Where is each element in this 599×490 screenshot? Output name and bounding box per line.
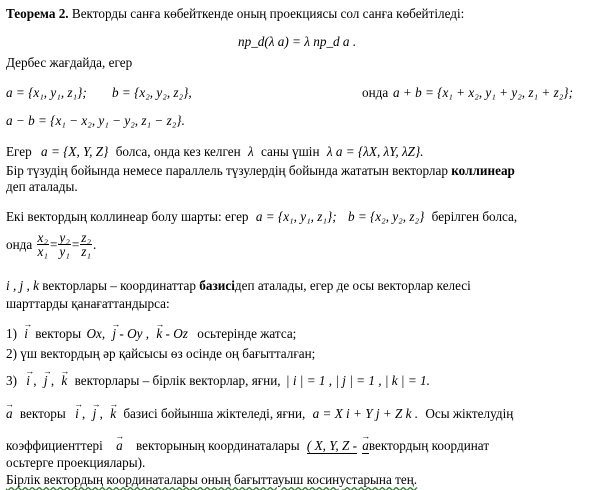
decomp-p4: Осы жіктелудің [425,406,514,421]
last-line [6,472,417,487]
basis-i: → i [75,406,79,421]
collinear-line1 [6,163,515,178]
item-2: 2) үш вектордың әр қайсысы өз осінде оң бағытталған; [6,346,316,361]
theorem-line [6,6,464,21]
collinear-text: Бір түзудің бойында немесе параллель түзулердің бойында жататын векторлар [6,163,452,178]
item-1: 1) → i векторы Ox, → j - Oy , → k - Oz осьтерінде жатса; [6,326,296,341]
ratio-line: онда $\frac{\text{x₂}}{\text{x₁}}$ = $\frac{\text{y₂}}{\text{y₁}}$ = $\frac{\text{z₂}}{\text{z₁}}$ . [6,230,97,259]
vector-j: → j [112,326,116,341]
axis-oy: Oy , [127,326,150,341]
sum-prefix: онда [362,85,389,100]
condition-p3: b = {x₂, y₂, z₂} [347,209,425,224]
item-3: 3) → i , → j , → k векторлары – бірлік векторлар, яғни, | i | = 1 , | j | = 1 , | k | = 1. [6,373,430,388]
coefficients-line [6,438,489,454]
theorem-label: Теорема 2. [6,6,69,21]
decomposition-line: → a векторы → i , → j , → k базисі бойынша жіктеледі, яғни, a = X i + Y j + Z k . Осы жіктелудің [6,406,513,421]
projection-formula: np_d(λ a) = λ np_d a . [238,34,357,49]
vector-a-def: a = {x₁, y₁, z₁}; [6,85,87,100]
collinear-bold: коллинеар [451,163,515,178]
item-1-number: 1) [6,326,17,341]
decomp-p1: векторы [19,406,66,421]
scalar-p2: a = {X, Y, Z} [41,144,109,159]
unit-norms: | i | = 1 , | j | = 1 , | k | = 1. [285,373,430,388]
fraction-y [58,231,70,258]
item-1-p5: осьтерінде жатса; [197,326,297,341]
fraction-y-num: y₂ [59,230,70,245]
axis-ox: Ox, [86,326,106,341]
item-3-number: 3) [6,373,17,388]
basis-k: → k [110,406,116,421]
basis-bold: базисі [199,278,235,293]
condition-p2: a = {x₁, y₁, z₁}; [255,209,337,224]
coeff-xyz: ( X, Y, Z - [306,438,357,453]
coeff-p1: коэффициенттері [6,438,103,453]
vector-i-3: → i [26,373,30,388]
coeff-p4: вектордың координат [368,438,490,453]
coeff-p2: векторының координаталары [136,438,300,453]
vector-a: → a [6,406,13,421]
fraction-z-den: z₁ [81,244,92,259]
scalar-p3: болса, онда кез келген [115,144,241,159]
scalar-p5: саны үшін [260,144,320,159]
ratio-prefix: онда [6,237,33,252]
coefficients-line2: осьтерге проекциялары). [6,455,146,470]
coeff-vector-a2: → a [362,438,369,454]
condition-p4: берілген болса, [431,209,518,224]
item-3-p1: векторлары – бірлік векторлар, яғни, [74,373,281,388]
basis-line2: шарттарды қанағаттандырса: [6,296,170,311]
condition-p1: Екі вектордың коллинеар болу шарты: егер [6,209,249,224]
basis-p3: деп аталады, егер де осы векторлар келесі [234,278,471,293]
condition-line [6,209,517,224]
vector-k-3: → k [61,373,67,388]
lambda-symbol: λ [247,144,254,159]
vector-k: → k [156,326,162,341]
item-1-p1: векторы [35,326,82,341]
scalar-p1: Егер [6,144,32,159]
basis-j: → j [93,406,97,421]
fraction-z [80,231,92,258]
collinear-line2: деп аталады. [6,179,78,194]
decomp-formula: a = X i + Y j + Z k . [312,406,419,421]
vector-i: → i [24,326,28,341]
scalar-p6: λ a = {λX, λY, λZ}. [326,144,424,159]
unit-vector-statement: Бірлік вектордың координаталары оның бағыттауыш косинустарына тең. [6,472,418,487]
difference-formula: a − b = {x₁ − x₂, y₁ − y₂, z₁ − z₂}. [6,113,185,128]
vector-j-3: → j [44,373,48,388]
fraction-x-den: x₁ [37,244,48,259]
decomp-p2: базисі бойынша жіктеледі, яғни, [123,406,306,421]
scalar-line [6,144,424,159]
fraction-z-num: z₂ [81,230,92,245]
axis-oz: Oz [173,326,188,341]
sum-formula: a + b = {x₁ + x₂, y₁ + y₂, z₁ + z₂}; [393,85,573,100]
vector-b-def: b = {x₂, y₂, z₂}, [112,85,192,100]
coeff-vector-a: → a [116,438,123,453]
fraction-x-num: x₂ [37,230,48,245]
basis-vectors: i , j , k [6,278,39,293]
basis-line1 [6,278,471,293]
fraction-y-den: y₁ [59,244,70,259]
basis-p2: векторлары – координаттар [38,278,200,293]
fraction-x [37,231,49,258]
theorem-text: Векторды санға көбейткенде оның проекциясы сол санға көбейтіледі: [68,6,465,21]
particular-case-text: Дербес жағдайда, егер [6,55,133,70]
